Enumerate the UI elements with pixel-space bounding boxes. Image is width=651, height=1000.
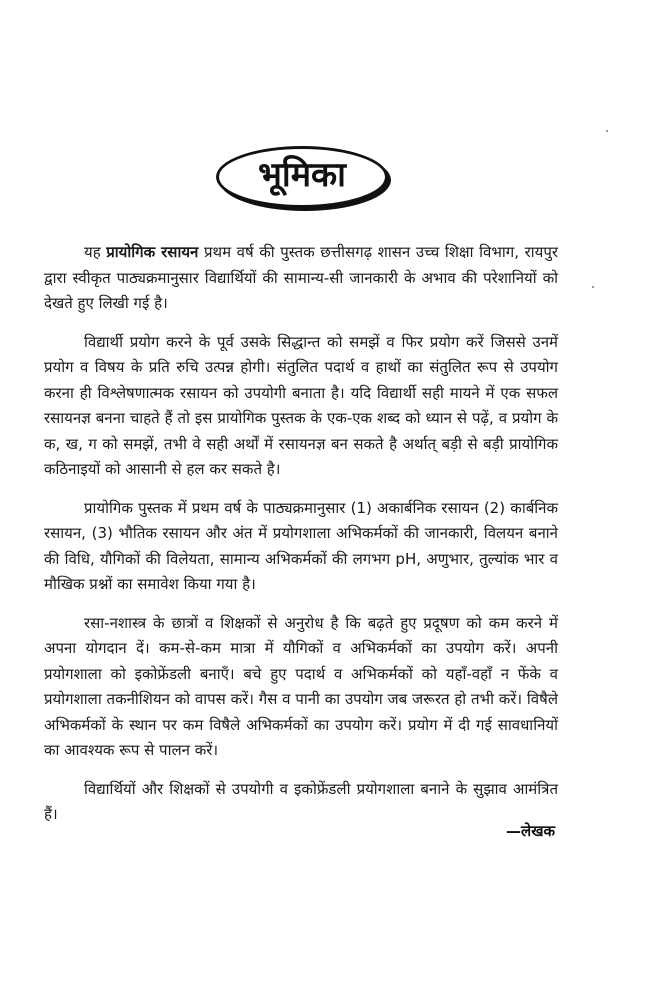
paragraph-4: रसा-नशास्त्र के छात्रों व शिक्षकों से अनुरोध है कि बढ़ते हुए प्रदूषण को कम करने में अपना योगदान दें। कम-से-कम मात्रा में यौगिकों व अभिकर्मकों का उपयोग करें। अपनी प्रयोगशाला को इकोफ्रेंडली बनाएँ। बचे हुए पदार्थ व अभिकर्मकों को यहाँ-वहाँ न फेंके व प्रयोगशाला तकनीशियन को वापस करें। गैस व पानी का उपयोग जब जरूरत हो तभी करें। विषैले अभिकर्मकों के स्थान पर कम विषैले अभिकर्मकों का उपयोग करें। प्रयोग में दी गई सावधानियों का आवश्यक रूप से पालन करें। — [44, 613, 558, 759]
scan-speck — [592, 286, 594, 288]
paragraph-5: विद्यार्थियों और शिक्षकों से उपयोगी व इकोफ्रेंडली प्रयोगशाला बनाने के सुझाव आमंत्रित हैं। — [44, 779, 558, 823]
paragraph-1-prefix: यह — [84, 243, 107, 261]
title-badge — [216, 146, 388, 210]
preface-body — [44, 240, 558, 841]
author-signature: —लेखक — [506, 822, 555, 840]
page-title: भूमिका — [258, 155, 346, 195]
paragraph-3: प्रायोगिक पुस्तक में प्रथम वर्ष के पाठ्यक्रमानुसार (1) अकार्बनिक रसायन (2) कार्बनिक रसायन, (3) भौतिक रसायन और अंत में प्रयोगशाला अभिकर्मकों की जानकारी, विलयन बनाने की विधि, यौगिकों की विलेयता, सामान्य अभिकर्मकों की लगभग pH, अणुभार, तुल्यांक भार व मौखिक प्रश्नों का समावेश किया गया है। — [44, 498, 558, 593]
paragraph-2: विद्यार्थी प्रयोग करने के पूर्व उसके सिद्धान्त को समझें व फिर प्रयोग करें जिससे उनमें प्रयोग व विषय के प्रति रुचि उत्पन्न होगी। संतुलित पदार्थ व हाथों का संतुलित रूप से उपयोग करना ही विश्लेषणात्मक रसायन को उपयोगी बनाता है। यदि विद्यार्थी सही मायने में एक सफल रसायनज्ञ बनना चाहते हैं तो इस प्रायोगिक पुस्तक के एक-एक शब्द को ध्यान से पढ़ें, व प्रयोग के क, ख, ग को समझें, तभी वे सही अर्थों में रसायनज्ञ बन सकते है अर्थात् बड़ी से बड़ी प्रायोगिक कठिनाइयों को आसानी से हल कर सकते है। — [44, 332, 558, 478]
paragraph-1-text: प्रथम वर्ष की पुस्तक छत्तीसगढ़ शासन उच्च शिक्षा विभाग, रायपुर द्वारा स्वीकृत पाठ्यक्रमानुसार विद्यार्थियों की सामान्य-सी जानकारी के अभाव की परेशानियों को देखते हुए लिखी गई है। — [44, 243, 558, 312]
paragraph-1-bold-title: प्रायोगिक रसायन — [106, 243, 199, 261]
scan-speck — [606, 130, 608, 132]
paragraph-1 — [44, 240, 558, 317]
